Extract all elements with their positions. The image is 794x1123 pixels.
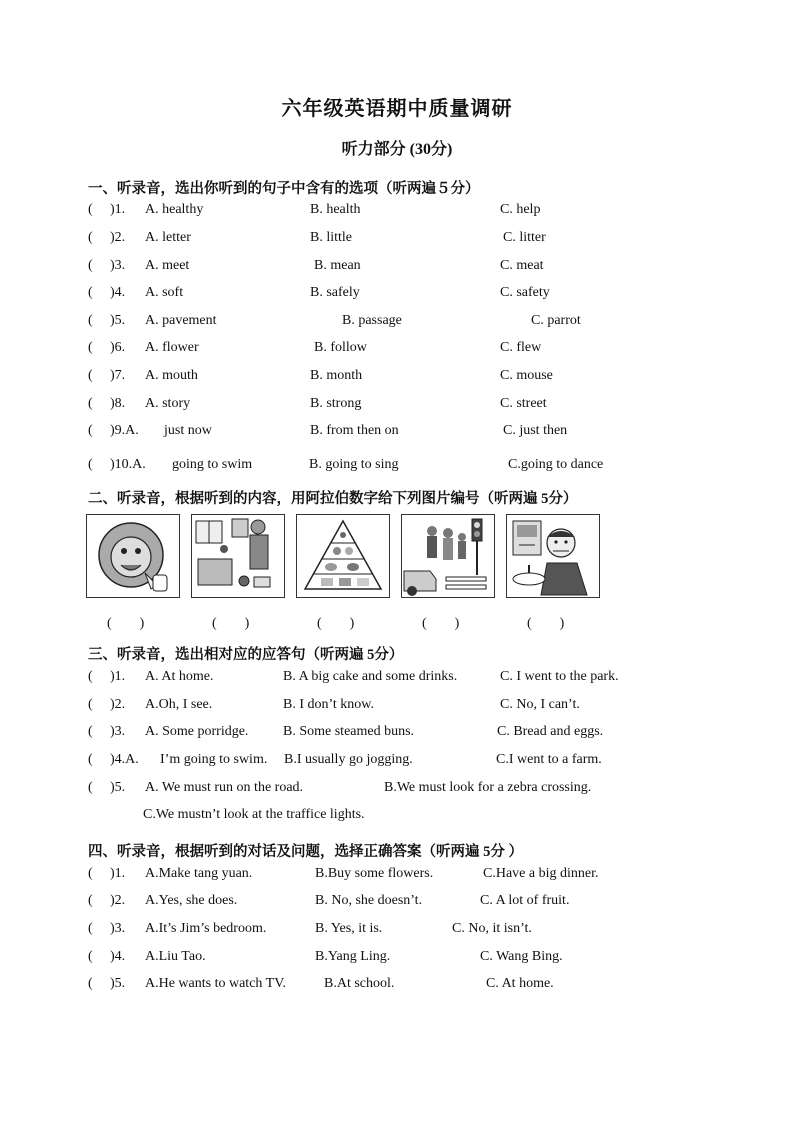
- answer-blank-open[interactable]: (: [88, 866, 93, 881]
- option-b[interactable]: B. A big cake and some drinks.: [283, 669, 458, 684]
- option-c[interactable]: C. No, it isn’t.: [452, 921, 532, 936]
- option-c[interactable]: C. Bread and eggs.: [497, 724, 604, 739]
- section3-heading: 三、听录音，选出相对应的应答句（听两遍 5分）: [88, 647, 404, 663]
- question-number: )8.: [110, 396, 126, 411]
- option-a[interactable]: A.Yes, she does.: [145, 893, 238, 908]
- option-a[interactable]: A. soft: [145, 285, 184, 300]
- picture-blank-5[interactable]: ( ): [527, 616, 565, 631]
- option-a[interactable]: A. pavement: [145, 313, 217, 328]
- option-c[interactable]: C. help: [500, 202, 541, 217]
- question-number: )10.A.: [110, 457, 146, 472]
- picture-blank-3[interactable]: ( ): [317, 616, 355, 631]
- answer-blank-open[interactable]: (: [88, 423, 93, 438]
- page-subtitle: 听力部分 (30分): [341, 141, 453, 158]
- option-b[interactable]: B.We must look for a zebra crossing.: [384, 780, 592, 795]
- picture-lion: [86, 514, 180, 598]
- option-c[interactable]: C. A lot of fruit.: [480, 893, 570, 908]
- option-b[interactable]: B. Yes, it is.: [315, 921, 383, 936]
- option-c[interactable]: C. I went to the park.: [500, 669, 619, 684]
- question-number: )4.: [110, 949, 126, 964]
- answer-blank-open[interactable]: (: [88, 285, 93, 300]
- option-b[interactable]: B. safely: [310, 285, 360, 300]
- page-title: 六年级英语期中质量调研: [281, 98, 513, 120]
- option-b[interactable]: B. from then on: [310, 423, 399, 438]
- option-b[interactable]: B.I usually go jogging.: [284, 752, 413, 767]
- option-b[interactable]: B. strong: [310, 396, 362, 411]
- picture-blank-2[interactable]: ( ): [212, 616, 250, 631]
- option-b[interactable]: B. little: [310, 230, 352, 245]
- option-c[interactable]: C. litter: [503, 230, 546, 245]
- question-number: )5.: [110, 780, 126, 795]
- option-c[interactable]: C.going to dance: [508, 457, 604, 472]
- option-c[interactable]: C.I went to a farm.: [496, 752, 602, 767]
- question-number: )2.: [110, 893, 126, 908]
- question-number: )1.: [110, 202, 126, 217]
- option-a[interactable]: A.Make tang yuan.: [145, 866, 253, 881]
- option-a[interactable]: A.He wants to watch TV.: [145, 976, 287, 991]
- question-number: )5.: [110, 313, 126, 328]
- question-number: )7.: [110, 368, 126, 383]
- question-number: )3.: [110, 921, 126, 936]
- picture-food-pyramid: [296, 514, 390, 598]
- answer-blank-open[interactable]: (: [88, 669, 93, 684]
- section3-continuation: C.We mustn’t look at the traffice lights.: [143, 807, 365, 822]
- question-number: )1.: [110, 669, 126, 684]
- option-b[interactable]: B. month: [310, 368, 363, 383]
- option-a[interactable]: A. story: [145, 396, 191, 411]
- option-a[interactable]: A.Liu Tao.: [145, 949, 206, 964]
- option-c[interactable]: C.Have a big dinner.: [483, 866, 599, 881]
- option-a[interactable]: A. meet: [145, 258, 190, 273]
- answer-blank-open[interactable]: (: [88, 976, 93, 991]
- option-a[interactable]: A.It’s Jim’s bedroom.: [145, 921, 267, 936]
- option-a[interactable]: A. flower: [145, 340, 199, 355]
- answer-blank-open[interactable]: (: [88, 921, 93, 936]
- question-number: )1.: [110, 866, 126, 881]
- option-a[interactable]: A.Oh, I see.: [145, 697, 213, 712]
- question-number: )3.: [110, 258, 126, 273]
- option-c[interactable]: C. Wang Bing.: [480, 949, 563, 964]
- answer-blank-open[interactable]: (: [88, 396, 93, 411]
- option-b[interactable]: B. going to sing: [309, 457, 399, 472]
- answer-blank-open[interactable]: (: [88, 313, 93, 328]
- option-a[interactable]: just now: [164, 423, 212, 438]
- option-c[interactable]: C. parrot: [531, 313, 581, 328]
- question-number: )4.: [110, 285, 126, 300]
- answer-blank-open[interactable]: (: [88, 368, 93, 383]
- option-b[interactable]: B. follow: [314, 340, 367, 355]
- option-b[interactable]: B. Some steamed buns.: [283, 724, 415, 739]
- section2-heading: 二、听录音，根据听到的内容，用阿拉伯数字给下列图片编号（听两遍 5分）: [88, 491, 578, 507]
- picture-messy-room: [191, 514, 285, 598]
- section4-heading: 四、听录音，根据听到的对话及问题，选择正确答案（听两遍 5分 ）: [88, 844, 523, 860]
- answer-blank-open[interactable]: (: [88, 230, 93, 245]
- answer-blank-open[interactable]: (: [88, 893, 93, 908]
- question-number: )3.: [110, 724, 126, 739]
- answer-blank-open[interactable]: (: [88, 949, 93, 964]
- picture-blank-4[interactable]: ( ): [422, 616, 460, 631]
- option-b[interactable]: B.At school.: [324, 976, 395, 991]
- option-c[interactable]: C. mouse: [500, 368, 553, 383]
- option-a[interactable]: A. Some porridge.: [145, 724, 249, 739]
- option-a[interactable]: A. mouth: [145, 368, 198, 383]
- option-b[interactable]: B.Buy some flowers.: [315, 866, 434, 881]
- option-b[interactable]: B.Yang Ling.: [315, 949, 391, 964]
- question-number: )6.: [110, 340, 126, 355]
- answer-blank-open[interactable]: (: [88, 697, 93, 712]
- question-number: )2.: [110, 697, 126, 712]
- picture-blank-1[interactable]: ( ): [107, 616, 145, 631]
- question-number: )9.A.: [110, 423, 139, 438]
- option-c[interactable]: C. meat: [500, 258, 544, 273]
- option-c[interactable]: C. No, I can’t.: [500, 697, 580, 712]
- answer-blank-open[interactable]: (: [88, 340, 93, 355]
- answer-blank-open[interactable]: (: [88, 780, 93, 795]
- answer-blank-open[interactable]: (: [88, 724, 93, 739]
- option-c[interactable]: C. At home.: [486, 976, 554, 991]
- option-b[interactable]: B. I don’t know.: [283, 697, 374, 712]
- option-c[interactable]: C. street: [500, 396, 547, 411]
- question-number: )5.: [110, 976, 126, 991]
- option-a[interactable]: A. healthy: [145, 202, 204, 217]
- option-a[interactable]: A. We must run on the road.: [145, 780, 304, 795]
- option-c[interactable]: C. just then: [503, 423, 568, 438]
- option-b[interactable]: B. No, she doesn’t.: [315, 893, 423, 908]
- option-b[interactable]: B. mean: [314, 258, 361, 273]
- option-a[interactable]: A. letter: [145, 230, 191, 245]
- section1-heading: 一、听录音，选出你听到的句子中含有的选项（听两遍５分）: [88, 181, 480, 197]
- answer-blank-open[interactable]: (: [88, 457, 93, 472]
- option-a[interactable]: I’m going to swim.: [160, 752, 268, 767]
- answer-blank-open[interactable]: (: [88, 202, 93, 217]
- answer-blank-open[interactable]: (: [88, 752, 93, 767]
- answer-blank-open[interactable]: (: [88, 258, 93, 273]
- question-number: )4.A.: [110, 752, 139, 767]
- option-a[interactable]: going to swim: [172, 457, 253, 472]
- picture-brushing-teeth: [506, 514, 600, 598]
- option-c[interactable]: C. flew: [500, 340, 542, 355]
- option-c[interactable]: C. safety: [500, 285, 550, 300]
- option-a[interactable]: A. At home.: [145, 669, 214, 684]
- option-b[interactable]: B. health: [310, 202, 361, 217]
- option-b[interactable]: B. passage: [342, 313, 402, 328]
- picture-zebra-crossing: [401, 514, 495, 598]
- question-number: )2.: [110, 230, 126, 245]
